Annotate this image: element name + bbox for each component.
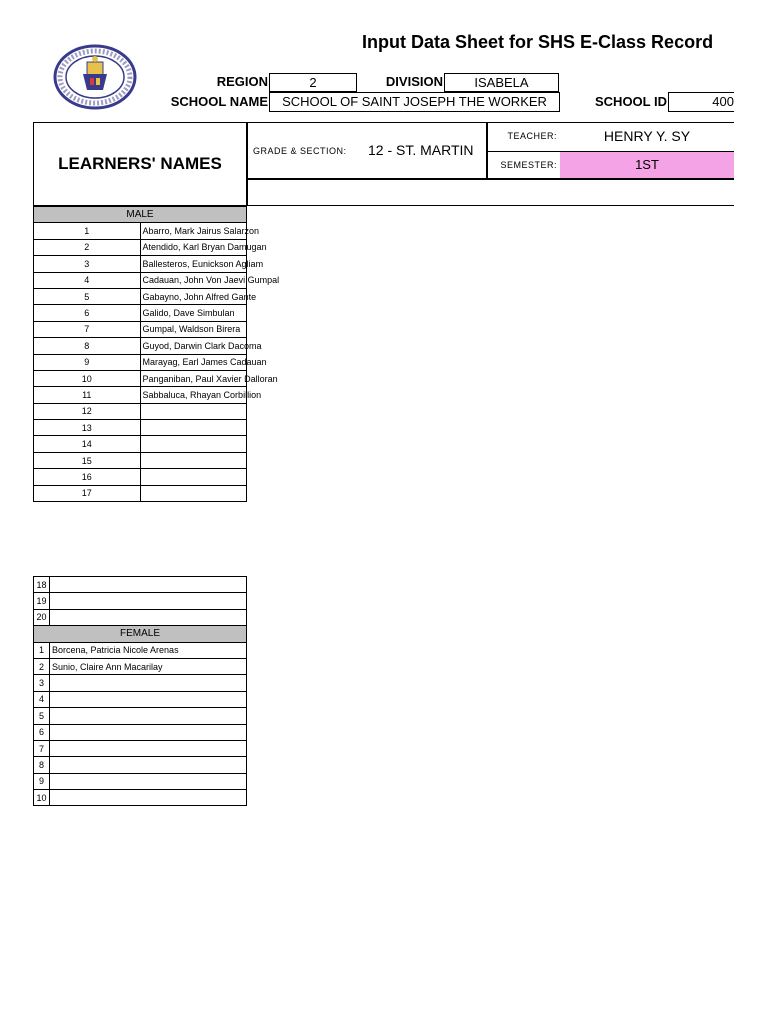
table-row <box>34 239 247 255</box>
school-id-label: SCHOOL ID <box>595 94 667 109</box>
learner-name[interactable]: Panganiban, Paul Xavier Dalloran <box>140 370 247 386</box>
row-number: 16 <box>34 469 141 485</box>
table-row <box>34 256 247 272</box>
table-row <box>34 609 247 625</box>
learners-names-divider <box>246 122 248 206</box>
learner-name[interactable]: Ballesteros, Eunickson Agliam <box>140 256 247 272</box>
learner-name[interactable] <box>50 609 247 625</box>
row-number: 1 <box>34 223 141 239</box>
learner-name[interactable]: Galido, Dave Simbulan <box>140 305 247 321</box>
row-number: 7 <box>34 740 50 756</box>
table-row <box>34 338 247 354</box>
table-row <box>34 403 247 419</box>
deped-seal <box>52 44 138 110</box>
learner-name[interactable] <box>140 420 247 436</box>
learner-name[interactable]: Gabayno, John Alfred Gante <box>140 288 247 304</box>
row-number: 12 <box>34 403 141 419</box>
learner-name[interactable] <box>50 593 247 609</box>
learner-name[interactable] <box>50 790 247 806</box>
row-number: 9 <box>34 773 50 789</box>
table-row <box>34 485 247 501</box>
table-row <box>34 740 247 756</box>
learner-name[interactable] <box>140 452 247 468</box>
table-row <box>34 321 247 337</box>
row-number: 17 <box>34 485 141 501</box>
learner-name[interactable]: Atendido, Karl Bryan Damugan <box>140 239 247 255</box>
table-row <box>34 272 247 288</box>
table-row <box>34 305 247 321</box>
table-row <box>34 469 247 485</box>
learners-names-label: LEARNERS' NAMES <box>58 154 222 173</box>
table-row <box>34 642 247 658</box>
school-name-value[interactable]: SCHOOL OF SAINT JOSEPH THE WORKER <box>269 92 560 112</box>
row-number: 3 <box>34 675 50 691</box>
row-number: 6 <box>34 305 141 321</box>
learner-name[interactable]: Sunio, Claire Ann Macarilay <box>50 658 247 674</box>
row-number: 8 <box>34 338 141 354</box>
school-name-label: SCHOOL NAME <box>170 94 268 109</box>
learner-name[interactable]: Abarro, Mark Jairus Salarzon <box>140 223 247 239</box>
row-number: 11 <box>34 387 141 403</box>
division-label: DIVISION <box>385 74 443 89</box>
division-value[interactable]: ISABELA <box>444 73 559 92</box>
table-row <box>34 691 247 707</box>
row-number: 8 <box>34 757 50 773</box>
row-number: 20 <box>34 609 50 625</box>
table-row <box>34 724 247 740</box>
row-number: 4 <box>34 272 141 288</box>
learner-name[interactable] <box>50 691 247 707</box>
male-header-row <box>34 207 247 223</box>
grade-section-value[interactable]: 12 - ST. MARTIN <box>368 142 474 158</box>
female-roster-table <box>33 576 247 806</box>
school-id-value[interactable]: 400 <box>668 92 734 112</box>
row-number: 13 <box>34 420 141 436</box>
table-row <box>34 354 247 370</box>
row-number: 4 <box>34 691 50 707</box>
learner-name[interactable]: Cadauan, John Von Jaevi Gumpal <box>140 272 247 288</box>
male-roster-table <box>33 206 280 502</box>
row-number: 7 <box>34 321 141 337</box>
learner-name[interactable] <box>50 724 247 740</box>
teacher-label: TEACHER: <box>507 131 557 141</box>
learner-name[interactable] <box>50 675 247 691</box>
table-row <box>34 370 247 386</box>
learner-name[interactable]: Marayag, Earl James Cadauan <box>140 354 247 370</box>
table-row <box>34 420 247 436</box>
row-number: 14 <box>34 436 141 452</box>
learner-name[interactable]: Borcena, Patricia Nicole Arenas <box>50 642 247 658</box>
region-value[interactable]: 2 <box>269 73 357 92</box>
page-title: Input Data Sheet for SHS E-Class Record <box>362 32 714 52</box>
region-label: REGION <box>216 74 268 89</box>
male-header: MALE <box>34 207 247 223</box>
learner-name[interactable] <box>50 577 247 593</box>
table-row <box>34 288 247 304</box>
learner-name[interactable] <box>140 436 247 452</box>
table-row <box>34 577 247 593</box>
female-header-row <box>34 626 247 642</box>
table-row <box>34 757 247 773</box>
table-row <box>34 658 247 674</box>
row-number: 2 <box>34 239 141 255</box>
table-row <box>34 452 247 468</box>
row-number: 2 <box>34 658 50 674</box>
class-info-bottom-line <box>246 178 734 180</box>
learner-name[interactable] <box>140 469 247 485</box>
row-number: 18 <box>34 577 50 593</box>
row-number: 10 <box>34 790 50 806</box>
table-row <box>34 436 247 452</box>
learner-name[interactable] <box>50 757 247 773</box>
table-row <box>34 675 247 691</box>
learner-name[interactable]: Gumpal, Waldson Birera <box>140 321 247 337</box>
row-number: 10 <box>34 370 141 386</box>
row-number: 3 <box>34 256 141 272</box>
grade-section-label: GRADE & SECTION: <box>253 146 347 156</box>
row-number: 19 <box>34 593 50 609</box>
learner-name[interactable]: Guyod, Darwin Clark Dacoma <box>140 338 247 354</box>
semester-value[interactable]: 1ST <box>560 152 734 178</box>
learner-name[interactable]: Sabbaluca, Rhayan Corbillion <box>140 387 247 403</box>
table-row <box>34 593 247 609</box>
teacher-value[interactable]: HENRY Y. SY <box>603 128 691 144</box>
row-number: 1 <box>34 642 50 658</box>
learner-name[interactable] <box>140 485 247 501</box>
row-number: 5 <box>34 288 141 304</box>
table-row <box>34 773 247 789</box>
row-number: 6 <box>34 724 50 740</box>
learner-name[interactable] <box>50 773 247 789</box>
table-row <box>34 223 247 239</box>
table-row <box>34 790 247 806</box>
row-number: 15 <box>34 452 141 468</box>
row-number: 5 <box>34 708 50 724</box>
row-number: 9 <box>34 354 141 370</box>
table-row <box>34 387 247 403</box>
learner-name[interactable] <box>140 403 247 419</box>
female-header: FEMALE <box>34 626 247 642</box>
learner-name[interactable] <box>50 740 247 756</box>
table-row <box>34 708 247 724</box>
semester-label: SEMESTER: <box>500 160 557 170</box>
learner-name[interactable] <box>50 708 247 724</box>
